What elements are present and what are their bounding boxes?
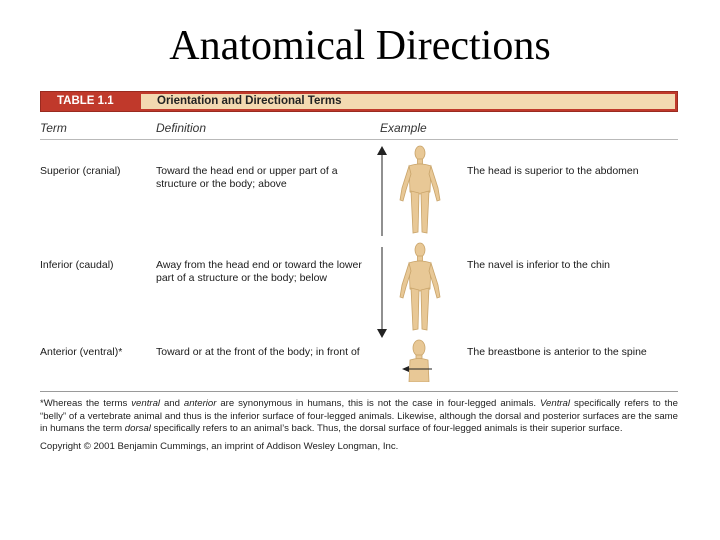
row-example: The breastbone is anterior to the spine xyxy=(467,346,647,358)
footnote-italic: dorsal xyxy=(124,423,151,435)
vertical-double-arrow-icon xyxy=(376,146,388,338)
column-headers xyxy=(40,121,678,139)
footnote-text: and xyxy=(160,398,184,409)
footnote-italic: anterior xyxy=(183,398,217,409)
row-example: The head is superior to the abdomen xyxy=(467,165,639,177)
row-term: Inferior (caudal) xyxy=(40,259,114,271)
footnote-text: specifically refers to an animal’s back. Thus, the dorsal surface of four-legged animals is their superior surface. xyxy=(150,423,623,435)
table-number: TABLE 1.1 xyxy=(57,95,114,107)
footnote-divider xyxy=(40,391,678,392)
row-definition: Away from the head end or toward the lower part of a structure or the body; below xyxy=(156,259,362,284)
column-header-term: Term xyxy=(40,121,67,135)
slide-title: Anatomical Directions xyxy=(169,23,551,69)
table-footnote xyxy=(40,398,678,436)
human-figure-icon xyxy=(397,240,443,334)
table-header xyxy=(40,91,678,112)
footnote-text: are synonymous in humans, this is not the case in four-legged animals. xyxy=(216,398,540,409)
footnote-italic: Ventral xyxy=(539,398,571,409)
human-bust-icon xyxy=(402,338,434,382)
footnote-text: specifically refers to the “belly” of a vertebrate animal and thus is the inferior surface of four-legged animals. Likewise, although the dorsal and posterior surfaces are the same in humans the term xyxy=(40,398,678,435)
human-figure-icon xyxy=(397,144,443,236)
row-definition: Toward the head end or upper part of a structure or the body; above xyxy=(156,165,338,190)
footnote-text: *Whereas the terms xyxy=(40,398,132,409)
row-term: Superior (cranial) xyxy=(40,165,121,177)
table-title: Orientation and Directional Terms xyxy=(141,94,675,109)
column-header-example: Example xyxy=(380,121,427,135)
column-header-divider xyxy=(40,139,678,140)
row-term: Anterior (ventral)* xyxy=(40,346,123,358)
column-header-definition: Definition xyxy=(156,121,207,135)
row-definition: Toward or at the front of the body; in front of xyxy=(156,346,360,358)
row-example: The navel is inferior to the chin xyxy=(467,259,610,271)
copyright-notice: Copyright © 2001 Benjamin Cummings, an imprint of Addison Wesley Longman, Inc. xyxy=(40,441,399,452)
footnote-italic: ventral xyxy=(131,398,161,409)
